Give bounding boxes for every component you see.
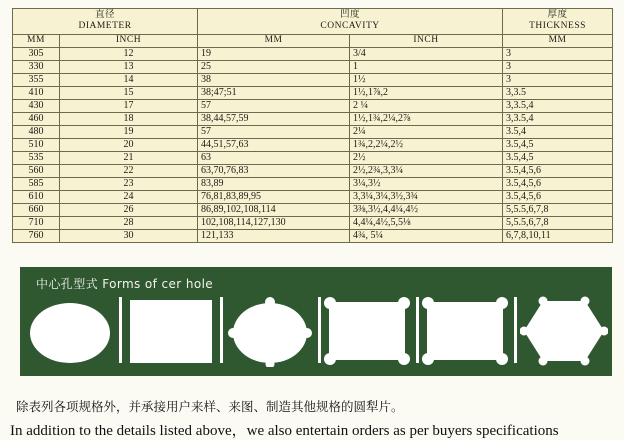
table-row — [13, 204, 613, 217]
diameter-inch-header: INCH — [60, 35, 198, 48]
diameter-header-cn: 直径 — [95, 10, 116, 20]
thickness-cell: 3 — [503, 61, 613, 74]
diameter-inch-cell: 12 — [60, 48, 198, 61]
concavity-header-en: CONCAVITY — [320, 21, 380, 31]
concavity-mm-cell: 19 — [198, 48, 350, 61]
concavity-inch-cell: 1 — [350, 61, 503, 74]
concavity-inch-cell: 4,4¼,4½,5,5⅛ — [350, 217, 503, 230]
concavity-mm-cell: 102,108,114,127,130 — [198, 217, 350, 230]
square-notched-hole-shape — [421, 296, 509, 366]
table-row — [13, 100, 613, 113]
concavity-mm-cell: 38,44,57,59 — [198, 113, 350, 126]
thickness-header — [503, 9, 613, 35]
diameter-header — [13, 9, 198, 35]
concavity-mm-cell: 63,70,76,83 — [198, 165, 350, 178]
thickness-cell: 3.5,4,5,6 — [503, 191, 613, 204]
table-row — [13, 74, 613, 87]
square-notched-hole-shape — [323, 296, 411, 366]
divider — [119, 297, 122, 363]
concavity-mm-cell: 25 — [198, 61, 350, 74]
concavity-mm-cell: 57 — [198, 126, 350, 139]
thickness-cell: 3.5,4,5 — [503, 152, 613, 165]
table-row — [13, 165, 613, 178]
concavity-mm-cell: 38;47;51 — [198, 87, 350, 100]
center-hole-forms-panel — [20, 267, 612, 376]
diameter-inch-cell: 23 — [60, 178, 198, 191]
thickness-header-cn: 厚度 — [547, 10, 568, 20]
concavity-inch-cell: 3⅜,3½,4,4¼,4½ — [350, 204, 503, 217]
diameter-header-en: DIAMETER — [78, 21, 132, 31]
diameter-mm-cell: 710 — [13, 217, 60, 230]
diameter-inch-cell: 30 — [60, 230, 198, 243]
diameter-mm-cell: 460 — [13, 113, 60, 126]
note-english: In addition to the details listed above，we also entertain orders as per buyers specifications — [10, 423, 559, 439]
concavity-mm-cell: 44,51,57,63 — [198, 139, 350, 152]
thickness-cell: 3,3.5,4 — [503, 113, 613, 126]
diameter-inch-cell: 13 — [60, 61, 198, 74]
concavity-inch-cell: 1½,1⅞,2 — [350, 87, 503, 100]
concavity-inch-cell: 2½ — [350, 152, 503, 165]
table-row — [13, 61, 613, 74]
diameter-mm-cell: 535 — [13, 152, 60, 165]
diameter-mm-cell: 585 — [13, 178, 60, 191]
diameter-inch-cell: 21 — [60, 152, 198, 165]
thickness-cell: 3.5,4,5,6 — [503, 178, 613, 191]
round-notched-hole-shape — [225, 295, 315, 367]
diameter-inch-cell: 18 — [60, 113, 198, 126]
thickness-mm-header: MM — [503, 35, 613, 48]
thickness-cell: 3 — [503, 48, 613, 61]
diameter-mm-cell: 480 — [13, 126, 60, 139]
diameter-mm-cell: 760 — [13, 230, 60, 243]
diameter-mm-cell: 660 — [13, 204, 60, 217]
divider — [220, 297, 223, 363]
table-row — [13, 126, 613, 139]
concavity-mm-cell: 63 — [198, 152, 350, 165]
thickness-cell: 5,5.5,6,7,8 — [503, 217, 613, 230]
diameter-mm-cell: 305 — [13, 48, 60, 61]
diameter-inch-cell: 26 — [60, 204, 198, 217]
hexagon-hole-shape — [520, 296, 608, 366]
table-row — [13, 152, 613, 165]
thickness-header-en: THICKNESS — [529, 21, 586, 31]
concavity-mm-cell: 83,89 — [198, 178, 350, 191]
table-row — [13, 48, 613, 61]
concavity-inch-cell: 1¾,2,2¼,2½ — [350, 139, 503, 152]
concavity-inch-cell: 3/4 — [350, 48, 503, 61]
table-row — [13, 139, 613, 152]
concavity-header-cn: 凹度 — [340, 10, 361, 20]
table-row — [13, 191, 613, 204]
thickness-cell: 3.5,4 — [503, 126, 613, 139]
concavity-mm-cell: 57 — [198, 100, 350, 113]
diameter-inch-cell: 24 — [60, 191, 198, 204]
concavity-inch-cell: 2 ¼ — [350, 100, 503, 113]
diameter-mm-cell: 430 — [13, 100, 60, 113]
spec-table — [12, 8, 613, 243]
table-row — [13, 230, 613, 243]
diameter-mm-cell: 610 — [13, 191, 60, 204]
concavity-mm-cell: 86,89,102,108,114 — [198, 204, 350, 217]
diameter-mm-cell: 330 — [13, 61, 60, 74]
diameter-inch-cell: 28 — [60, 217, 198, 230]
concavity-inch-cell: 2¼ — [350, 126, 503, 139]
concavity-inch-cell: 3¼,3½ — [350, 178, 503, 191]
diameter-inch-cell: 19 — [60, 126, 198, 139]
concavity-inch-cell: 4¾, 5¼ — [350, 230, 503, 243]
diameter-mm-cell: 410 — [13, 87, 60, 100]
divider — [514, 297, 517, 363]
diameter-inch-cell: 20 — [60, 139, 198, 152]
square-hole-shape — [130, 300, 212, 363]
diameter-inch-cell: 14 — [60, 74, 198, 87]
concavity-inch-cell: 1½ — [350, 74, 503, 87]
thickness-cell: 3,3.5,4 — [503, 100, 613, 113]
thickness-cell: 3.5,4,5,6 — [503, 165, 613, 178]
diameter-mm-header: MM — [13, 35, 60, 48]
concavity-inch-cell: 3,3¼,3¼,3½,3¾ — [350, 191, 503, 204]
concavity-mm-header: MM — [198, 35, 350, 48]
diameter-mm-cell: 560 — [13, 165, 60, 178]
divider — [318, 297, 321, 363]
note-chinese: 除表列各项规格外，并承接用户来样、来图、制造其他规格的圆犁片。 — [16, 399, 404, 414]
diameter-inch-cell: 15 — [60, 87, 198, 100]
concavity-header — [198, 9, 503, 35]
concavity-inch-header: INCH — [350, 35, 503, 48]
circle-hole-shape — [30, 303, 110, 363]
thickness-cell: 3,3.5 — [503, 87, 613, 100]
center-hole-forms-title: 中心孔型式 Forms of cer hole — [36, 277, 214, 291]
concavity-inch-cell: 1½,1¾,2¼,2⅞ — [350, 113, 503, 126]
thickness-cell: 3.5,4,5 — [503, 139, 613, 152]
table-row — [13, 178, 613, 191]
thickness-cell: 5,5.5,6,7,8 — [503, 204, 613, 217]
table-row — [13, 87, 613, 100]
thickness-cell: 6,7,8,10,11 — [503, 230, 613, 243]
table-row — [13, 217, 613, 230]
concavity-mm-cell: 76,81,83,89,95 — [198, 191, 350, 204]
diameter-inch-cell: 22 — [60, 165, 198, 178]
diameter-inch-cell: 17 — [60, 100, 198, 113]
thickness-cell: 3 — [503, 74, 613, 87]
divider — [416, 297, 419, 363]
concavity-mm-cell: 38 — [198, 74, 350, 87]
diameter-mm-cell: 355 — [13, 74, 60, 87]
concavity-inch-cell: 2½,2¾,3,3¼ — [350, 165, 503, 178]
concavity-mm-cell: 121,133 — [198, 230, 350, 243]
table-row — [13, 113, 613, 126]
diameter-mm-cell: 510 — [13, 139, 60, 152]
